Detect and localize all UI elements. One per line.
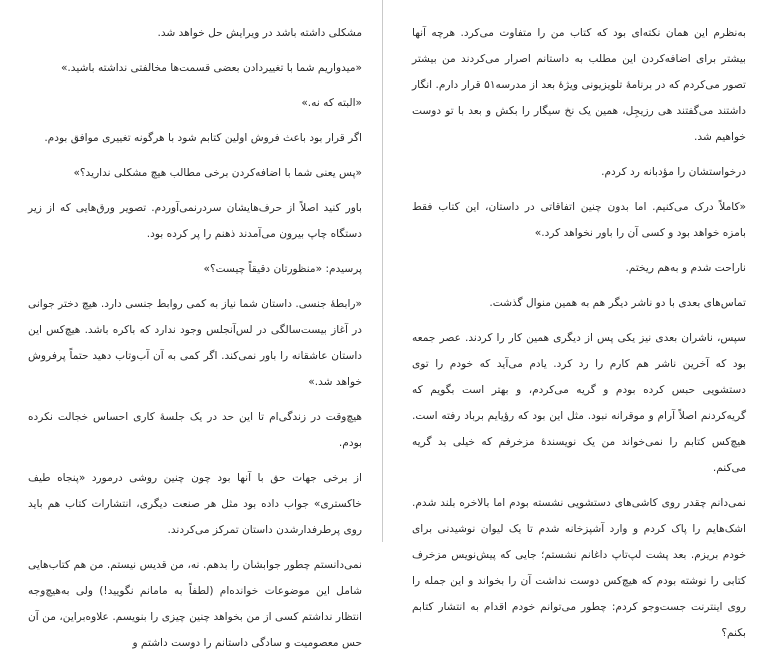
- paragraph: ناراحت شدم و به‌هم ریختم.: [625, 262, 746, 274]
- left-page: [28, 0, 362, 649]
- paragraph: «پس یعنی شما با اضافه‌کردن برخی مطالب هیچ مشکلی ندارید؟»: [73, 167, 362, 179]
- paragraph: سپس، ناشران بعدی نیز یکی پس از دیگری همین کار را کردند. عصر جمعه بود که آخرین ناشر هم کارم را رد کرد. یادم می‌آید که خودم را توی دستشویی حبس کرده بودم و گریه می‌کردم، و بهتر است بگویم که گریه‌کردنم اصلاً آرام و موقرانه نبود. مثل این بود که رؤیایم برباد رفته است. هیچ‌کس کتابم را نمی‌خواند من یک نویسندهٔ مزخرفم که خیلی بد گریه می‌کنم.: [412, 332, 746, 474]
- page-gutter-divider: [382, 0, 383, 542]
- paragraph: باور کنید اصلاً از حرف‌هایشان سردرنمی‌آوردم. تصویر ورق‌هایی که از زیر دستگاه چاپ بیرون می‌آمدند ذهنم را پر کرده بود.: [28, 202, 362, 240]
- paragraph: درخواستشان را مؤدبانه رد کردم.: [601, 166, 746, 178]
- paragraph: به‌نظرم این همان نکته‌ای بود که کتاب من را متفاوت می‌کرد. هرچه آنها بیشتر برای اضافه‌کردن این مطلب به داستانم اصرار می‌کردند من بیشتر تصور می‌کردم که در برنامهٔ تلویزیونی ویژهٔ بعد از مدرسه۵۱ قرار دارم. انگار داشتند می‌گفتند هی رزیجِل، همین یک نخ سیگار را بکش و بعد با تو دوست خواهیم شد.: [412, 27, 746, 143]
- paragraph: نمی‌دانستم چطور جوابشان را بدهم. نه، من قدیس نیستم. من هم کتاب‌هایی شامل این موضوعات خوانده‌ام (لطفاً به مامانم نگویید!) ولی به‌هیچ‌وجه انتظار نداشتم کسی از من بخواهد چنین چیزی را بنویسم. علاوه‌براین، من آن حس معصومیت و سادگی داستانم را دوست داشتم و: [28, 559, 362, 649]
- paragraph: اگر قرار بود باعث فروش اولین کتابم شود با هرگونه تغییری موافق بودم.: [44, 132, 362, 144]
- paragraph: هیچ‌وقت در زندگی‌ام تا این حد در یک جلسهٔ کاری احساس خجالت نکرده بودم.: [28, 411, 362, 449]
- paragraph: «رابطهٔ جنسی. داستان شما نیاز به کمی روابط جنسی دارد. هیچ دختر جوانی در آغاز بیست‌سالگی در لس‌آنجلس وجود ندارد که باکره باشد. هیچ‌کس این داستان عاشقانه را باور نمی‌کند. اگر کمی به آن آب‌وتاب دهید حتماً پرفروش خواهد شد.»: [28, 298, 362, 388]
- paragraph: مشکلی داشته باشد در ویرایش حل خواهد شد.: [157, 27, 362, 39]
- paragraph: «کاملاً درک می‌کنیم. اما بدون چنین اتفاقاتی در داستان، این کتاب فقط بامزه خواهد بود و کسی آن را باور نخواهد کرد.»: [412, 201, 746, 239]
- paragraph: پرسیدم: «منظورتان دقیقاً چیست؟»: [203, 263, 362, 275]
- paragraph: نمی‌دانم چقدر روی کاشی‌های دستشویی نشسته بودم اما بالاخره بلند شدم. اشک‌هایم را پاک کردم و وارد آشپزخانه شدم تا یک لیوان نوشیدنی برای خودم بریزم. بعد پشت لپ‌تاپ داغانم نشستم؛ جایی که پیش‌نویس مزخرف کتابی را نوشته بودم که هیچ‌کس دوست نداشت آن را بخواند و این جمله را روی اینترنت جست‌وجو کردم: چطور می‌توانم خودم اقدام به انتشار کتابم بکنم؟: [412, 497, 746, 639]
- paragraph: «میدواریم شما با تغییردادن بعضی قسمت‌ها مخالفتی نداشته باشید.»: [60, 62, 362, 74]
- paragraph: تماس‌های بعدی با دو ناشر دیگر هم به همین منوال گذشت.: [489, 297, 746, 309]
- paragraph: از برخی جهات حق با آنها بود چون چنین روشی درمورد «پنجاه طیف خاکستری» جواب داده بود مثل هر صنعت دیگری، انتشارات کتاب هم باید روی پرطرفدارشدن داستان تمرکز می‌کردند.: [28, 472, 362, 536]
- right-page: [412, 0, 746, 639]
- paragraph: «البته که نه.»: [301, 97, 362, 109]
